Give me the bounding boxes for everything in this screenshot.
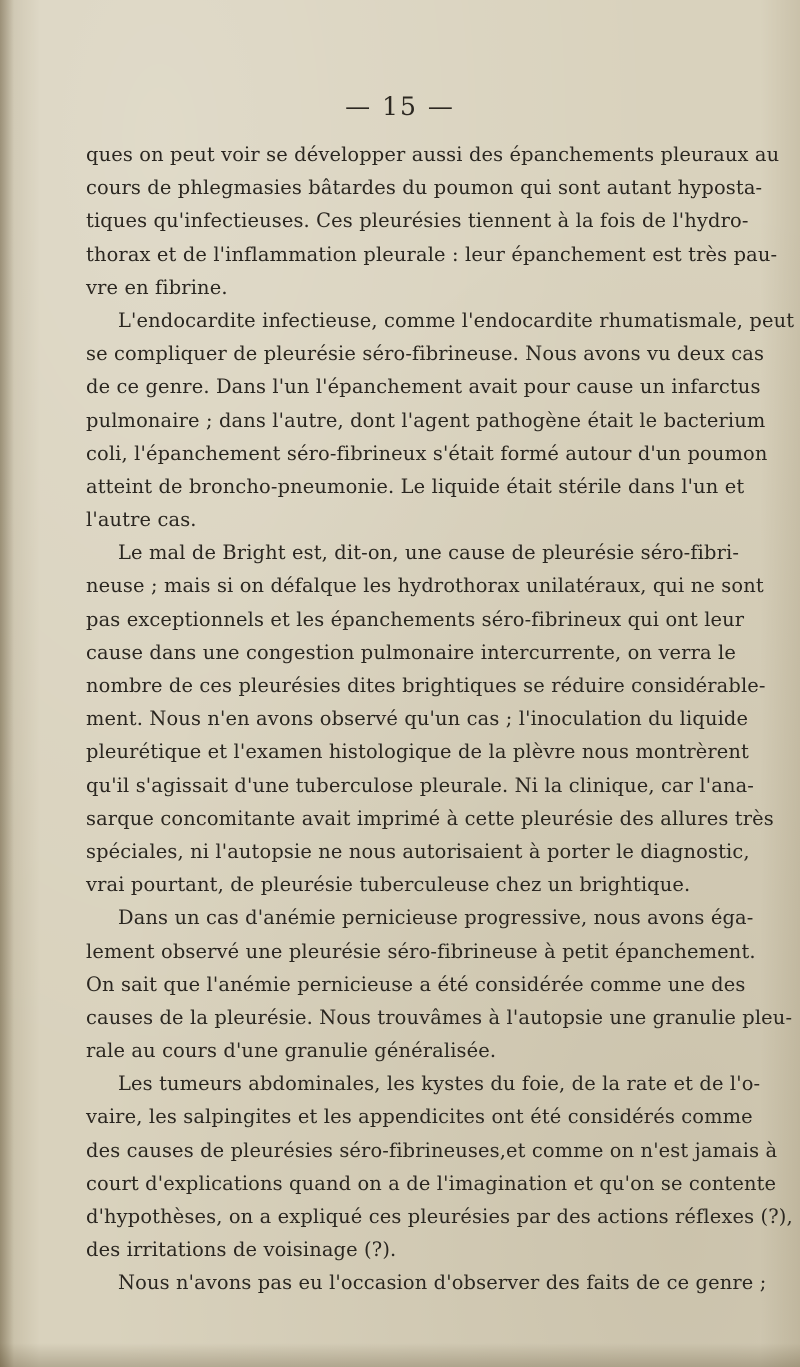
body-text: [86, 138, 795, 1300]
text-line: vre en fibrine.: [86, 275, 228, 299]
text-line: qu'il s'agissait d'une tuberculose pleurale. Ni la clinique, car l'ana-: [86, 773, 755, 797]
text-line: nombre de ces pleurésies dites brightiques se réduire considérable-: [86, 674, 766, 697]
text-line: l'autre cas.: [86, 508, 197, 532]
text-line: Dans un cas d'anémie pernicieuse progressive, nous avons éga-: [118, 906, 754, 930]
text-line: vrai pourtant, de pleurésie tuberculeuse chez un brightique.: [86, 873, 691, 897]
text-line: Le mal de Bright est, dit-on, une cause de pleurésie séro-fibri-: [118, 541, 740, 565]
paragraph: [86, 536, 774, 901]
text-line: pas exceptionnels et les épanchements séro-fibrineux qui ont leur: [86, 607, 745, 631]
paragraph: [86, 1266, 767, 1299]
text-line: Nous n'avons pas eu l'occasion d'observer des faits de ce genre ;: [118, 1271, 767, 1295]
text-line: thorax et de l'inflammation pleurale : leur épanchement est très pau-: [86, 242, 778, 266]
page-bottom-shadow: [0, 1343, 800, 1367]
text-line: rale au cours d'une granulie généralisée.: [86, 1039, 497, 1063]
text-line: coli, l'épanchement séro-fibrineux s'était formé autour d'un poumon: [86, 441, 768, 465]
text-line: vaire, les salpingites et les appendicites ont été considérés comme: [86, 1105, 753, 1129]
text-line: neuse ; mais si on défalque les hydrothorax unilatéraux, qui ne sont: [86, 574, 764, 598]
paragraph: [86, 901, 793, 1067]
text-line: tiques qu'infectieuses. Ces pleurésies tiennent à la fois de l'hydro-: [86, 209, 749, 233]
paragraph: [86, 138, 780, 304]
text-line: pleurétique et l'examen histologique de la plèvre nous montrèrent: [86, 740, 750, 764]
text-line: d'hypothèses, on a expliqué ces pleurésies par des actions réflexes (?),: [86, 1205, 793, 1228]
text-line: des causes de pleurésies séro-fibrineuses,et comme on n'est jamais à: [86, 1138, 778, 1162]
text-line: Les tumeurs abdominales, les kystes du foie, de la rate et de l'o-: [118, 1072, 761, 1096]
text-line: sarque concomitante avait imprimé à cette pleurésie des allures très: [86, 806, 774, 830]
text-line: atteint de broncho-pneumonie. Le liquide était stérile dans l'un et: [86, 474, 745, 498]
text-line: court d'explications quand on a de l'imagination et qu'on se contente: [86, 1171, 777, 1195]
text-line: des irritations de voisinage (?).: [86, 1238, 397, 1262]
text-line: pulmonaire ; dans l'autre, dont l'agent pathogène était le bacterium: [86, 408, 766, 432]
paragraph: [86, 1067, 793, 1266]
page-edge-shadow: [0, 0, 14, 1367]
text-line: On sait que l'anémie pernicieuse a été considérée comme une des: [86, 972, 746, 996]
text-line: de ce genre. Dans l'un l'épanchement avait pour cause un infarctus: [86, 375, 761, 399]
text-line: cours de phlegmasies bâtardes du poumon qui sont autant hyposta-: [86, 176, 763, 200]
text-line: causes de la pleurésie. Nous trouvâmes à l'autopsie une granulie pleu-: [86, 1005, 793, 1029]
text-line: se compliquer de pleurésie séro-fibrineuse. Nous avons vu deux cas: [86, 342, 765, 366]
text-line: lement observé une pleurésie séro-fibrineuse à petit épanchement.: [86, 939, 756, 963]
text-line: cause dans une congestion pulmonaire intercurrente, on verra le: [86, 640, 737, 664]
paragraph: [86, 304, 795, 536]
text-line: ment. Nous n'en avons observé qu'un cas ; l'inoculation du liquide: [86, 707, 749, 731]
text-line: ques on peut voir se développer aussi des épanchements pleuraux au: [86, 143, 780, 166]
page-number: — 15 —: [345, 92, 455, 121]
text-line: spéciales, ni l'autopsie ne nous autorisaient à porter le diagnostic,: [86, 839, 750, 863]
text-line: L'endocardite infectieuse, comme l'endocardite rhumatismale, peut: [118, 308, 795, 332]
